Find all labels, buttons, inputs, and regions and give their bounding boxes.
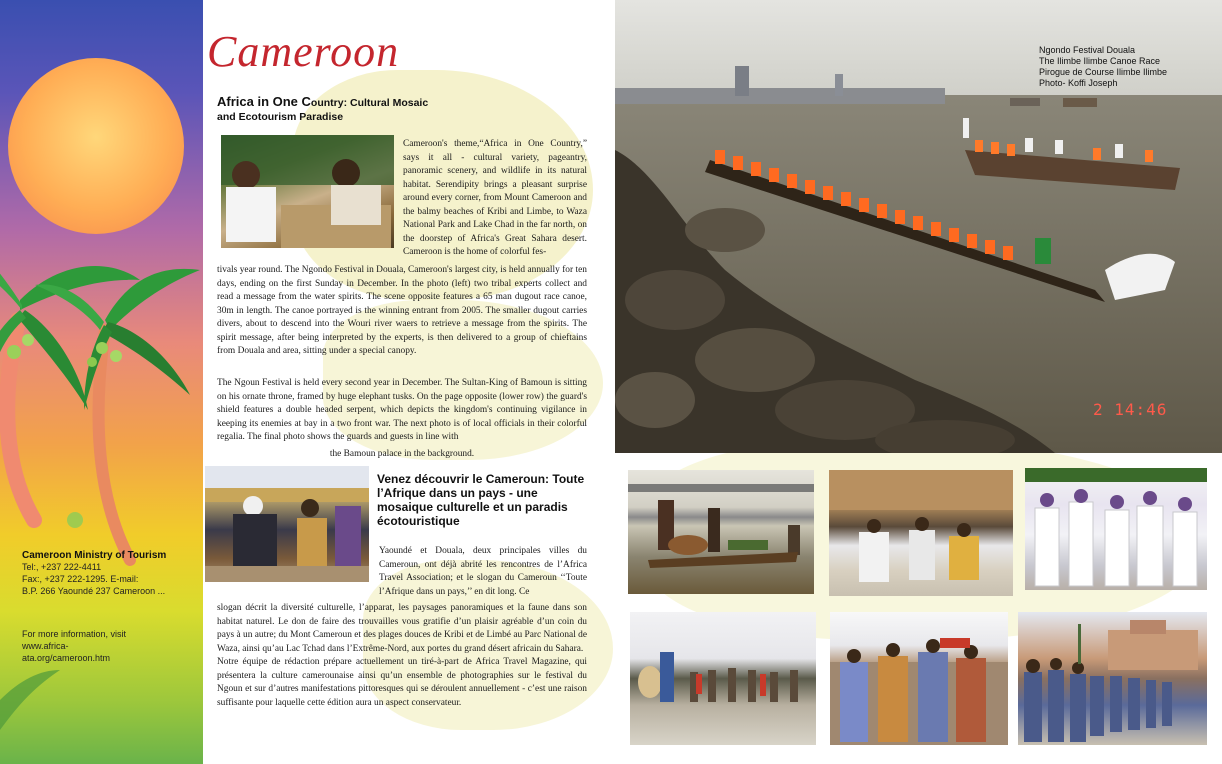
ministry-contact-block: [22, 550, 200, 597]
guard-shield-photo: [630, 612, 816, 745]
article-column: [203, 0, 615, 764]
caption-line-1: Ngondo Festival Douala: [1039, 45, 1136, 55]
french-headline: Venez découvrir le Cameroun: Toute l’Afrique dans un pays - une mosaique culturelle et un paradis écotouristique: [377, 472, 585, 528]
ministry-fax: Fax:, +237 222-1295. E-mail:: [22, 574, 139, 584]
tourism-illustration-panel: [0, 0, 203, 764]
ministry-title: Cameroon Ministry of Tourism: [22, 550, 167, 561]
ministry-address: B.P. 266 Yaoundé 237 Cameroon ...: [22, 586, 166, 596]
tribal-experts-photo: [221, 135, 394, 248]
photo-page: [615, 0, 1222, 764]
article-title: Cameroon: [207, 27, 400, 76]
procession-photo: [1025, 468, 1207, 590]
sultan-king-photo: [205, 466, 369, 582]
more-info-line-2: ata.org/cameroon.htm: [22, 653, 111, 663]
article-paragraph-1: Cameroon's theme,“Africa in One Country,” says it all - cultural variety, pageantry, panoramic scenery, and wildlife in its natural habitat. Serendipity brings a pleasant surprise around every corner, from Mount Cameroon and the balmy beaches of Kribi and Limbe, to Waza National Park and Lake Chad in the far north, on the doorstep of Africa's Great Sahara desert. Cameroon is the home of colorful fes-: [403, 139, 587, 257]
french-paragraph-3: Notre équipe de rédaction prépare actuellement un tiré-à-part de Africa Travel Magazine, qui présentera la culture camerounaise ainsi qu’un ensemble de photographies sur le festival du Ngoun et sur d’autres manifestations pittoresques qui se déroulent annuellement - c’est une raison suffisante pour laquelle cette édition aura un aspect conservateur.: [217, 657, 587, 708]
headline-small-text: ountry: Cultural Mosaic: [310, 97, 429, 109]
more-info-line-1: For more information, visit www.africa-: [22, 629, 127, 651]
headline-big-text: Africa in One C: [217, 94, 311, 109]
river-divers-photo: [628, 470, 814, 594]
article-paragraph-1-continued: tivals year round. The Ngondo Festival in Douala, Cameroon's largest city, is held annually for ten days, ending on the first Sunday in December. In the photo (left) two tribal experts collect and read a message from the water spirits. The scene opposite features a 65 man dugout race canoe, 30m in length. The canoe portrayed is the winning entrant from 2005. The smaller dugout carries divers, about to descend into the Wouri river waers to retrieve a message from the spirits. The spirit message, after being interpreted by the experts, is then delivered to a group of chieftains from Douala and area, sitting under a special canopy.: [217, 265, 587, 356]
french-paragraph-2: slogan décrit la diversité culturelle, l’apparat, les paysages panoramiques et la faune dans son habitat naturel. Le don de faire des trouvailles vous gratifie d’un plaisir agréable d’un coin du pays à un autre; du Mont Cameroun et des plages douces de Kribi et de Limbé au Parc National de Waza, ainsi qu’au Lac Tchad dans l’Extrême-Nord, aux portes du grand désert africain du Sahara.: [217, 603, 587, 654]
local-officials-photo: [830, 612, 1008, 745]
headline-line-2: and Ecotourism Paradise: [217, 111, 344, 123]
chieftains-canopy-photo: [829, 470, 1013, 596]
more-info-link[interactable]: [22, 628, 172, 664]
article-paragraph-2-last-line: the Bamoun palace in the background.: [329, 449, 475, 459]
ministry-tel: Tel:, +237 222-4411: [22, 562, 102, 572]
photo-caption: [1039, 45, 1167, 89]
caption-line-3: Pirogue de Course Ilimbe Ilimbe: [1039, 67, 1168, 77]
caption-line-2: The Ilimbe Ilimbe Canoe Race: [1039, 56, 1161, 66]
french-paragraph-2-block: [217, 602, 587, 710]
article-paragraph-2: The Ngoun Festival is held every second year in December. The Sultan-King of Bamoun is sitting on his ornate throne, framed by huge elephant tusks. On the page opposite (lower row) the guard's shield features a double headed serpent, which depicts the kingdom's continuing vigilance in keeping its enemies at bay in a two front war. The next photo is of local officials in their colorful regalia. The final photo shows the guards and guests in line with: [217, 378, 587, 442]
photo-datestamp: 2 14:46: [1093, 400, 1168, 419]
caption-line-4: Photo- Koffi Joseph: [1039, 78, 1118, 88]
article-headline: [217, 95, 477, 124]
bamoun-palace-guards-photo: [1018, 612, 1207, 745]
french-paragraph-1: Yaoundé et Douala, deux principales villes du Cameroun, ont déjà abrité les rencontres de l’Africa Travel Association; et le slogan du Cameroun ‘‘Toute l’Afrique dans un pays,’’ en dit long. Ce: [379, 546, 587, 597]
